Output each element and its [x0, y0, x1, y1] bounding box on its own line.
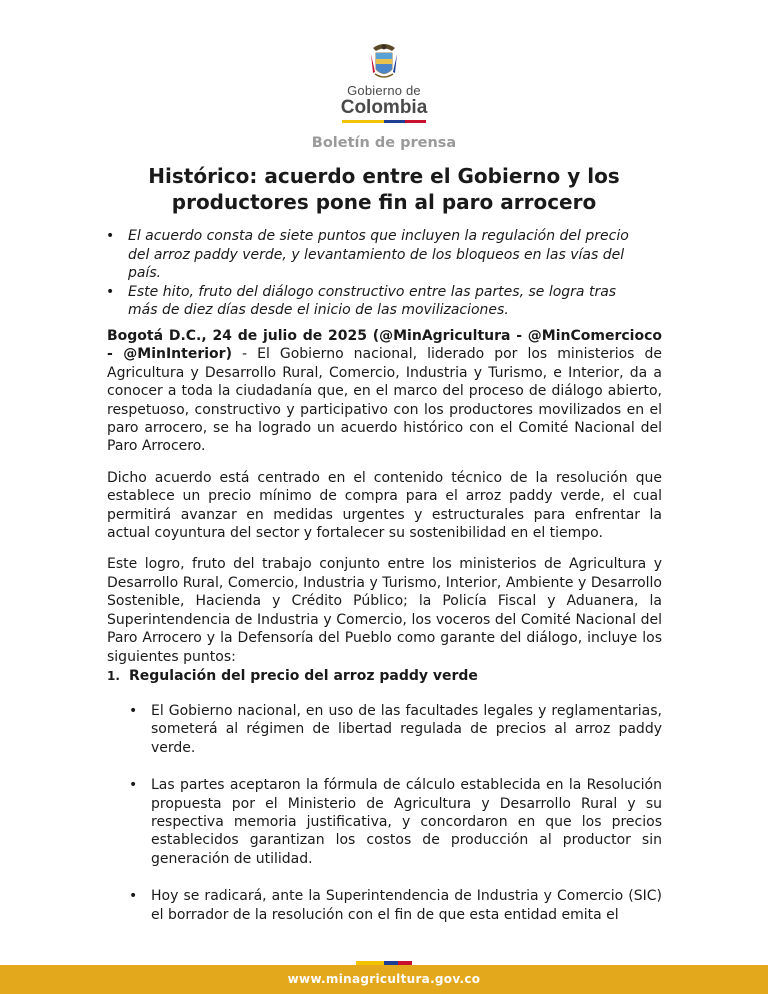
page-header [0, 42, 768, 123]
list-item: • Las partes aceptaron la fórmula de cálculo establecida en la Resolución propuesta por el Ministerio de Agricultura y Desarrollo Rural y su respectiva memoria justificativa, y concordaron en que los precios establecidos garantizan los costos de producción al productor sin generación de utilidad. [151, 776, 662, 868]
footer-website-link[interactable]: www.minagricultura.gov.co [287, 972, 481, 986]
flag-stripe [342, 120, 426, 123]
colombia-coat-of-arms-icon [367, 42, 401, 82]
body-paragraph [107, 327, 662, 456]
section-heading [107, 668, 662, 684]
body-paragraph: Dicho acuerdo está centrado en el contenido técnico de la resolución que establece un precio mínimo de compra para el arroz paddy verde, el cual permitirá avanzar en medidas urgentes y estructurales para enfrentar la actual coyuntura del sector y fortalecer su sostenibilidad en el tiempo. [107, 469, 662, 542]
highlight-item: • El acuerdo consta de siete puntos que incluyen la regulación del precio del arroz paddy verde, y levantamiento de los bloqueos en las vías del país. [128, 227, 644, 283]
body-paragraph: Este logro, fruto del trabajo conjunto entre los ministerios de Agricultura y Desarrollo Rural, Comercio, Industria y Turismo, Interior, Ambiente y Desarrollo Sostenible, Hacienda y Crédito Público; la Policía Fiscal y Aduanera, la Superintendencia de Industria y Comercio, los voceros del Comité Nacional del Paro Arrocero y la Defensoría del Pueblo como garante del diálogo, incluye los siguientes puntos: [107, 556, 662, 665]
page-title: Histórico: acuerdo entre el Gobierno y los productores pone fin al paro arrocero [148, 164, 620, 214]
section-points-list [151, 702, 662, 943]
highlight-item: • Este hito, fruto del diálogo constructivo entre las partes, se logra tras más de diez días desde el inicio de las movilizaciones. [128, 283, 644, 320]
page-footer [0, 965, 768, 994]
section-title: Regulación del precio del arroz paddy verde [129, 668, 478, 684]
section-number: 1. [107, 669, 120, 683]
list-item: • Hoy se radicará, ante la Superintendencia de Industria y Comercio (SIC) el borrador de la resolución con el fin de que esta entidad emita el [151, 887, 662, 924]
government-logo-line2: Colombia [340, 97, 428, 118]
highlights-list [128, 227, 644, 320]
dateline: Bogotá D.C., 24 de julio de 2025 (@MinAgricultura - @MinComercioco - @MinInterior) [107, 328, 662, 363]
article-body [107, 327, 662, 679]
paragraph-text: - El Gobierno nacional, liderado por los ministerios de Agricultura y Desarrollo Rural, Comercio, Industria y Turismo, e Interior, da a conocer a toda la ciudadanía que, en el marco del proceso de diálogo abierto, respetuoso, constructivo y participativo con los productores movilizados en el paro arrocero, se ha logrado un acuerdo histórico con el Comité Nacional del Paro Arrocero. [107, 346, 663, 455]
list-item: • El Gobierno nacional, en uso de las facultades legales y reglamentarias, someterá al régimen de libertad regulada de precios al arroz paddy verde. [151, 702, 662, 757]
government-logo-line1: Gobierno de [347, 83, 421, 98]
document-type-label: Boletín de prensa [311, 135, 457, 151]
